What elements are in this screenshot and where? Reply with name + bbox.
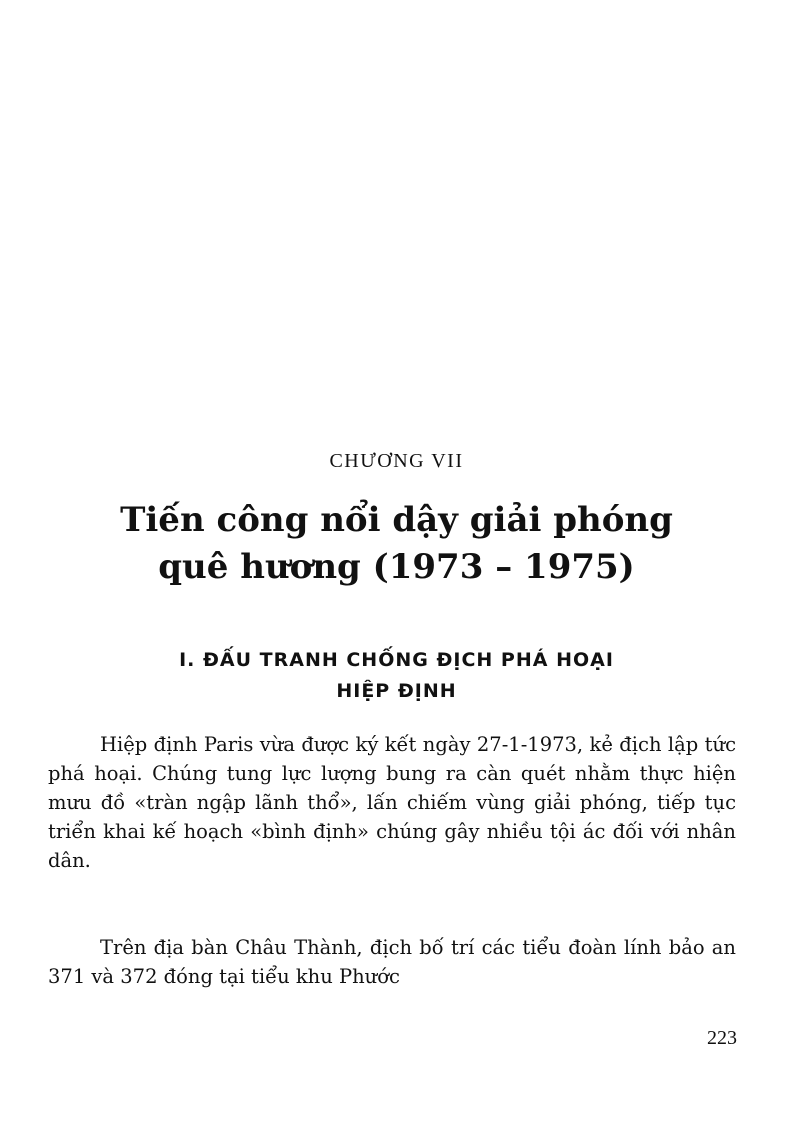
body-paragraph-1: Hiệp định Paris vừa được ký kết ngày 27-1-1973, kẻ địch lập tức phá hoại. Chúng tung lực lượng bung ra càn quét nhằm thực hiện mưu đồ «tràn ngập lãnh thổ», lấn chiếm vùng giải phóng, tiếp tục triển khai kế hoạch «bình định» chúng gây nhiều tội ác đối với nhân dân. bbox=[48, 733, 736, 872]
section-heading-line-2: HIỆP ĐỊNH bbox=[336, 680, 457, 702]
chapter-heading: CHƯƠNG VII bbox=[329, 450, 464, 472]
page-number: 223 bbox=[707, 1027, 737, 1049]
section-heading bbox=[0, 645, 793, 707]
chapter-title bbox=[0, 497, 793, 591]
chapter-title-line-2: quê hương (1973 – 1975) bbox=[158, 547, 635, 587]
chapter-title-line-1: Tiến công nổi dậy giải phóng bbox=[120, 500, 673, 540]
body-paragraph-2: Trên địa bàn Châu Thành, địch bố trí các tiểu đoàn lính bảo an 371 và 372 đóng tại tiểu khu Phước bbox=[48, 936, 736, 988]
section-heading-line-1: I. ĐẤU TRANH CHỐNG ĐỊCH PHÁ HOẠI bbox=[179, 649, 614, 671]
